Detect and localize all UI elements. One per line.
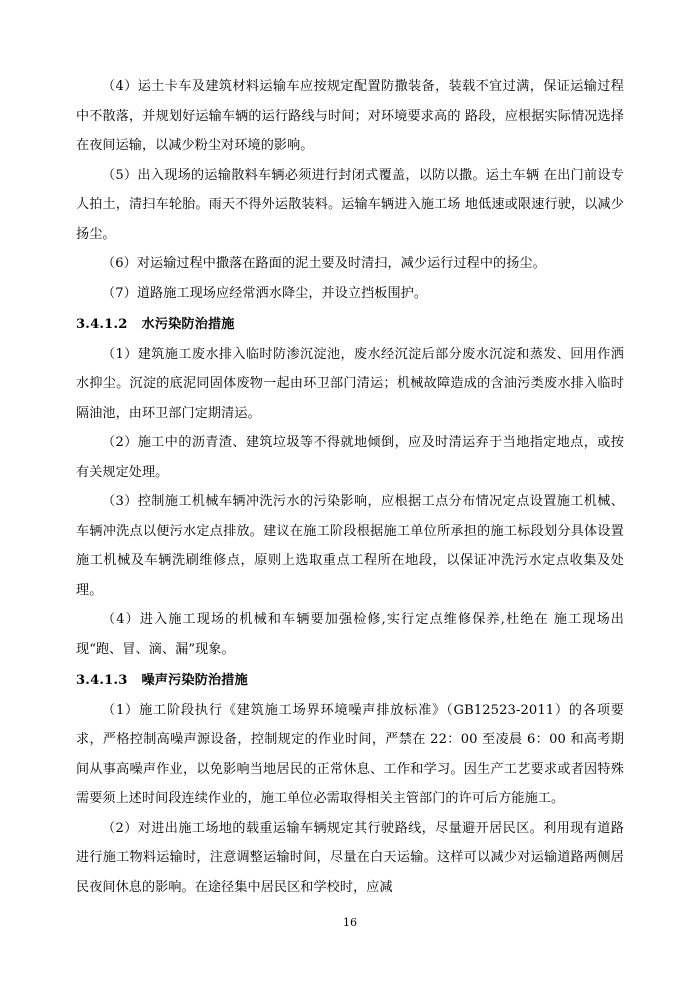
section-heading-noise-pollution bbox=[76, 666, 624, 696]
heading-text: 噪声污染防治措施 bbox=[141, 673, 248, 688]
paragraph: （4）进入施工现场的机械和车辆要加强检修,实行定点维修保养,杜绝在 施工现场出现“跑、冒、滴、漏”现象。 bbox=[76, 612, 624, 657]
paragraph: （3）控制施工机械车辆冲洗污水的污染影响，应根据工点分布情况定点设置施工机械、车辆冲洗点以便污水定点排放。建议在施工阶段根据施工单位所承担的施工标段划分具体设置施工机械及车辆洗刷维修点，原则上选取重点工程所在地段，以保证冲洗污水定点收集及处理。 bbox=[76, 494, 624, 598]
heading-number: 3.4.1.2 bbox=[76, 317, 128, 332]
paragraph: （2）施工中的沥青渣、建筑垃圾等不得就地倾倒，应及时清运弃于当地指定地点，或按有关规定处理。 bbox=[76, 435, 624, 480]
paragraph: （5）出入现场的运输散料车辆必须进行封闭式覆盖，以防以撒。运土车辆 在出门前设专人拍土，清扫车轮胎。雨天不得外运散装料。运输车辆进入施工场 地低速或限速行驶，以减少扬尘。 bbox=[76, 167, 624, 242]
heading-number: 3.4.1.3 bbox=[76, 673, 128, 688]
paragraph: （2）对进出施工场地的载重运输车辆规定其行驶路线，尽量避开居民区。利用现有道路进行施工物料运输时，注意调整运输时间，尽量在白天运输。这样可以减少对运输道路两侧居民夜间休息的影响。在途径集中居民区和学校时，应减 bbox=[76, 820, 624, 895]
paragraph: （4）运土卡车及建筑材料运输车应按规定配置防撒装备，装载不宜过满，保证运输过程中不散落，并规划好运输车辆的运行路线与时间；对环境要求高的 路段，应根据实际情况选择在夜间运输，以减少粉尘对环境的影响。 bbox=[76, 79, 624, 153]
paragraph: （1）建筑施工废水排入临时防渗沉淀池，废水经沉淀后部分废水沉淀和蒸发、回用作洒水抑尘。沉淀的底泥同固体废物一起由环卫部门清运；机械故障造成的含油污类废水排入临时隔油池，由环卫部门定期清运。 bbox=[76, 346, 624, 421]
section-heading-water-pollution bbox=[76, 310, 624, 340]
paragraph: （7）道路施工现场应经常洒水降尘，并设立挡板围护。 bbox=[102, 285, 428, 301]
page-number: 16 bbox=[343, 916, 357, 929]
paragraph: （1）施工阶段执行《建筑施工场界环境噪声排放标准》（GB12523-2011）的各项要求，严格控制高噪声源设备，控制规定的作业时间，严禁在 22：00 至凌晨 6：00 和高考期间从事高噪声作业，以免影响当地居民的正常休息、工作和学习。因生产工艺要求或者因特殊需要须上述时间段连续作业的，施工单位必需取得相关主管部门的许可后方能施工。 bbox=[76, 702, 624, 806]
heading-text: 水污染防治措施 bbox=[141, 317, 235, 332]
paragraph: （6）对运输过程中撒落在路面的泥土要及时清扫，减少运行过程中的扬尘。 bbox=[102, 256, 546, 271]
document-body bbox=[76, 72, 624, 902]
